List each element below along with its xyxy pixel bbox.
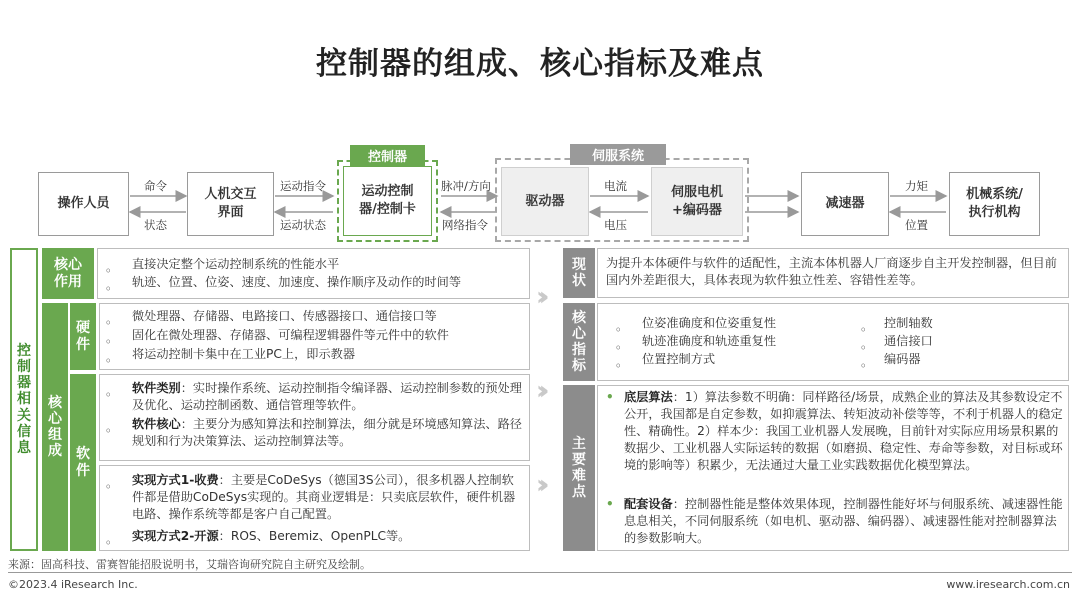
- node-motion-card: 运动控制 器/控制卡: [343, 166, 432, 236]
- footer-divider: [8, 572, 1072, 573]
- copyright: ©2023.4 iResearch Inc.: [8, 578, 138, 591]
- impl-item-1: [132, 472, 524, 523]
- metric-4: 控制轴数: [884, 316, 933, 330]
- chevron-right-icon: ››: [536, 282, 542, 312]
- node-servo-motor: 伺服电机 +编码器: [651, 167, 743, 236]
- metric-1: 位姿准确度和位姿重复性: [642, 316, 777, 330]
- hardware-item-3: 将运动控制卡集中在工业PC上，即示教器: [132, 347, 356, 361]
- core-role-item-2: 轨迹、位置、位姿、速度、加速度、操作顺序及动作的时间等: [132, 275, 462, 289]
- software-item-2-text: ：主要分为感知算法和控制算法，细分就是环境感知算法、路径规划和行为决策算法、运动控制算法等。: [132, 417, 522, 449]
- impl-item-1-head: 实现方式1-收费: [132, 473, 219, 487]
- metric-2: 轨迹准确度和轨迹重复性: [642, 334, 777, 348]
- metric-3: 位置控制方式: [642, 352, 716, 366]
- core-metrics-label: 核 心 指 标: [563, 303, 595, 381]
- difficulty-1: [624, 389, 1064, 474]
- bullet: 。: [616, 319, 629, 333]
- website: www.iresearch.com.cn: [946, 578, 1070, 591]
- source-note: 来源：固高科技、雷赛智能招股说明书，艾瑞咨询研究院自主研究及绘制。: [8, 558, 371, 571]
- metric-6: 编码器: [884, 352, 921, 366]
- edge-label-status: 状态: [144, 218, 167, 232]
- impl-item-2-text: ：ROS、Beremiz、OpenPLC等。: [218, 529, 411, 543]
- chevron-right-icon: ››: [536, 376, 542, 406]
- edge-label-motion-cmd: 运动指令: [280, 179, 326, 193]
- software-item-1-text: ：实时操作系统、运动控制指令编译器、运动控制参数的预处理及优化、运动控制函数、通信管理等软件。: [132, 381, 522, 413]
- bullet: 。: [106, 278, 119, 292]
- difficulty-1-head: 底层算法: [624, 390, 673, 404]
- edge-label-motion-status: 运动状态: [280, 218, 326, 232]
- hardware-label: 硬 件: [70, 303, 96, 370]
- bullet: 。: [861, 319, 874, 333]
- difficulty-1-text: ：1）算法参数不明确：同样路径/场景，成熟企业的算法及其参数设定不公开，我国都是自定参数，如抑震算法、转矩波动补偿等等，不利于机器人的稳定性、精确性。2）样本少：我国工业机器人发展晚，目前针对实际应用场景积累的数据少、工业机器人实际运转的数据（如磨损、稳定性、寿命等参数，对目标或环境的影响等）积累少，无法通过大量工业实践数据优化模型算法。: [624, 390, 1063, 473]
- edge-label-pulse-dir: 脉冲/方向: [441, 179, 491, 193]
- impl-item-2: [132, 528, 524, 545]
- controller-info-label: 控 制 器 相 关 信 息: [10, 248, 38, 551]
- software-item-1-head: 软件类别: [132, 381, 181, 395]
- hardware-item-1: 微处理器、存储器、电路接口、传感器接口、通信接口等: [132, 309, 437, 323]
- servo-group-tag: 伺服系统: [570, 144, 666, 165]
- bullet: 。: [861, 355, 874, 369]
- bullet: 。: [106, 331, 119, 345]
- bullet: 。: [106, 420, 119, 434]
- bullet: •: [606, 390, 614, 404]
- node-driver: 驱动器: [501, 167, 589, 236]
- bullet: 。: [106, 312, 119, 326]
- node-hmi: 人机交互 界面: [187, 172, 274, 236]
- difficulties-label: 主 要 难 点: [563, 385, 595, 551]
- difficulty-2-head: 配套设备: [624, 497, 673, 511]
- core-composition-label: 核 心 组 成: [42, 303, 68, 551]
- bullet: 。: [861, 337, 874, 351]
- node-operator: 操作人员: [38, 172, 129, 236]
- difficulty-2-text: ：控制器性能是整体效果体现，控制器性能好坏与伺服系统、减速器性能息息相关，不同伺服系统（如电机、驱动器、编码器）、减速器性能对控制器算法的参数影响大。: [624, 497, 1063, 546]
- impl-item-2-head: 实现方式2-开源: [132, 529, 219, 543]
- bullet: 。: [106, 532, 119, 546]
- software-item-2-head: 软件核心: [132, 417, 181, 431]
- status-label: 现 状: [563, 248, 595, 298]
- software-item-1: [132, 380, 524, 414]
- hardware-item-2: 固化在微处理器、存储器、可编程逻辑器件等元件中的软件: [132, 328, 449, 342]
- core-role-item-1: 直接决定整个运动控制系统的性能水平: [132, 257, 340, 271]
- software-label: 软 件: [70, 374, 96, 551]
- bullet: 。: [106, 476, 119, 490]
- edge-label-net-cmd: 网络指令: [442, 218, 488, 232]
- edge-label-torque: 力矩: [905, 179, 928, 193]
- chevron-right-icon: ››: [536, 470, 542, 500]
- bullet: •: [606, 497, 614, 511]
- edge-label-position: 位置: [905, 218, 928, 232]
- bullet: 。: [106, 384, 119, 398]
- bullet: 。: [616, 355, 629, 369]
- status-text: 为提升本体硬件与软件的适配性，主流本体机器人厂商逐步自主开发控制器，但目前国内外差距很大，具体表现为软件独立性差、容错性差等。: [606, 256, 1057, 288]
- difficulty-2: [624, 496, 1064, 547]
- bullet: 。: [616, 337, 629, 351]
- bullet: 。: [106, 350, 119, 364]
- bullet: 。: [106, 260, 119, 274]
- page-title: 控制器的组成、核心指标及难点: [316, 46, 764, 82]
- controller-group-tag: 控制器: [350, 145, 425, 166]
- software-item-2: [132, 416, 524, 450]
- node-mech-system: 机械系统/ 执行机构: [949, 172, 1040, 236]
- metric-5: 通信接口: [884, 334, 933, 348]
- impl-item-1-text: ：主要是CoDeSys（德国3S公司），很多机器人控制软件都是借助CoDeSys实现的。其商业逻辑是：只卖底层软件，硬件机器电路、操作系统等都是客户自己配置。: [132, 473, 516, 522]
- edge-label-command: 命令: [144, 179, 167, 193]
- node-reducer: 减速器: [801, 172, 889, 236]
- edge-label-current: 电流: [604, 179, 627, 193]
- edge-label-voltage: 电压: [604, 218, 627, 232]
- core-role-label: 核心 作用: [42, 248, 94, 299]
